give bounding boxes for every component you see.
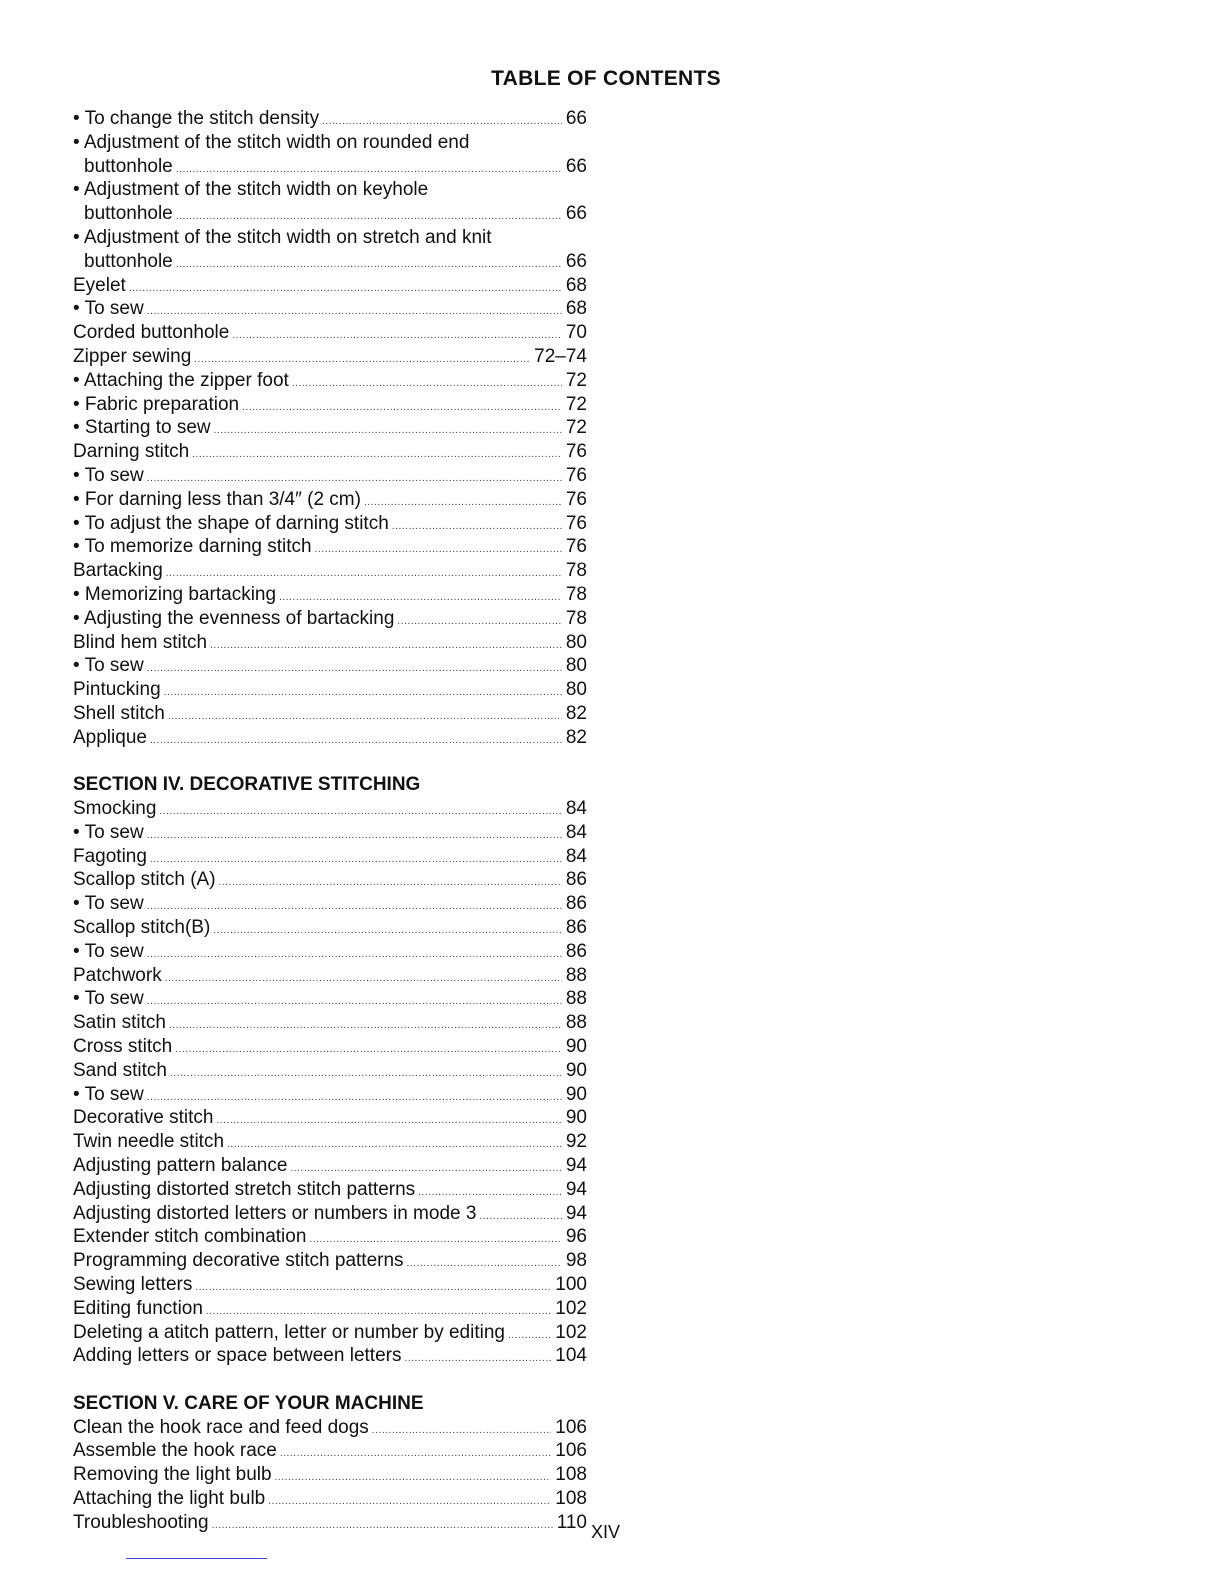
- toc-entry-label: Blind hem stitch: [73, 631, 208, 653]
- toc-entry-label: Extender stitch combination: [73, 1226, 307, 1248]
- dot-leader: [268, 1487, 551, 1514]
- dot-leader: [210, 631, 562, 658]
- toc-page-number: 72: [565, 393, 587, 415]
- toc-entry: [73, 559, 587, 583]
- toc-page-number: 86: [565, 869, 587, 891]
- toc-entry-label: Satin stitch: [73, 1012, 166, 1034]
- toc-page-number: 98: [565, 1250, 587, 1272]
- dot-leader: [159, 797, 561, 824]
- toc-entry-label: Scallop stitch (A): [73, 869, 216, 891]
- dot-leader: [322, 107, 562, 134]
- toc-entry: [73, 1059, 587, 1083]
- toc-entry-label: Cross stitch: [73, 1035, 173, 1057]
- toc-entry-label: Troubleshooting: [73, 1511, 209, 1533]
- toc-page-number: 100: [555, 1273, 587, 1295]
- toc-entry-label: • To sew: [73, 893, 144, 915]
- toc-page-number: 76: [565, 536, 587, 558]
- dot-leader: [147, 654, 562, 681]
- toc-entry-label: Applique: [73, 726, 147, 748]
- dot-leader: [176, 250, 562, 277]
- toc-entry: [73, 1202, 587, 1226]
- toc-entry: [73, 821, 587, 845]
- toc-page-number: 76: [565, 512, 587, 534]
- toc-entry-label: Editing function: [73, 1297, 203, 1319]
- toc-page-number: 76: [565, 441, 587, 463]
- dot-leader: [309, 1225, 561, 1252]
- toc-entry-label: Patchwork: [73, 964, 162, 986]
- dot-leader: [315, 535, 562, 562]
- dot-leader: [147, 940, 562, 967]
- toc-entry: [73, 797, 587, 821]
- toc-page-number: 102: [555, 1321, 587, 1343]
- dot-leader: [292, 369, 562, 396]
- toc-entry: [73, 1321, 587, 1345]
- toc-page-number: 66: [565, 155, 587, 177]
- toc-entry-label: • To sew: [73, 298, 144, 320]
- toc-entry: [73, 1106, 587, 1130]
- toc-entry-label: Programming decorative stitch patterns: [73, 1250, 404, 1272]
- toc-page-number: 90: [565, 1035, 587, 1057]
- toc-entry-label: Fagoting: [73, 845, 147, 867]
- toc-entry-label: • To sew: [73, 655, 144, 677]
- toc-entry: [73, 1487, 587, 1511]
- toc-entry: [73, 416, 587, 440]
- dot-leader: [150, 845, 562, 872]
- toc-entry: [73, 345, 587, 369]
- toc-entry: [73, 1225, 587, 1249]
- footer-rule: [126, 1558, 267, 1559]
- toc-entry-label: • To sew: [73, 1083, 144, 1105]
- dot-leader: [165, 964, 562, 991]
- dot-leader: [479, 1202, 561, 1229]
- toc-entry-label: • Adjustment of the stitch width on keyhole: [73, 179, 429, 201]
- dot-leader: [176, 202, 562, 229]
- toc-page-number: 86: [565, 940, 587, 962]
- toc-page-number: 66: [565, 250, 587, 272]
- toc-entry: [73, 1249, 587, 1273]
- toc-page-number: 72: [565, 369, 587, 391]
- toc-entry: [73, 131, 587, 155]
- toc-entry-label-continued: buttonhole: [84, 155, 173, 177]
- toc-page-number: 90: [565, 1107, 587, 1129]
- dot-leader: [194, 345, 530, 372]
- toc-entry: [73, 512, 587, 536]
- toc-entry: [73, 868, 587, 892]
- toc-entry: [73, 1439, 587, 1463]
- toc-entry: [73, 726, 587, 750]
- toc-page-number: 66: [565, 203, 587, 225]
- toc-entry: [73, 1463, 587, 1487]
- dot-leader: [150, 726, 562, 753]
- toc-entry: [73, 321, 587, 345]
- dot-leader: [508, 1321, 551, 1348]
- dot-leader: [418, 1178, 562, 1205]
- toc-entry-label: Smocking: [73, 798, 157, 819]
- toc-entry-label: • Adjustment of the stitch width on stretch and knit: [73, 226, 492, 248]
- toc-entry-continuation: [73, 155, 587, 179]
- toc-entry: [73, 393, 587, 417]
- dot-leader: [232, 321, 562, 348]
- toc-entry-label: Bartacking: [73, 560, 163, 582]
- toc-entry: [73, 178, 587, 202]
- toc-page-number: 90: [565, 1083, 587, 1105]
- toc-entry: [73, 274, 587, 298]
- toc-page-number: 78: [565, 607, 587, 629]
- toc-entry-label: • For darning less than 3/4″ (2 cm): [73, 488, 361, 510]
- toc-page-number: 68: [565, 298, 587, 320]
- toc-entry: [73, 678, 587, 702]
- toc-entry-label: Zipper sewing: [73, 345, 192, 367]
- toc-page-number: 92: [565, 1131, 587, 1153]
- dot-leader: [372, 1416, 552, 1443]
- toc-page-number: 76: [565, 464, 587, 486]
- toc-page-number: 80: [565, 679, 587, 701]
- dot-leader: [176, 155, 562, 182]
- toc-entry-continuation: [73, 202, 587, 226]
- toc-entry: [73, 940, 587, 964]
- toc-entry: [73, 892, 587, 916]
- toc-entry-label: • To change the stitch density: [73, 108, 320, 129]
- toc-entry-label: Eyelet: [73, 274, 126, 296]
- dot-leader: [290, 1154, 561, 1181]
- dot-leader: [219, 868, 562, 895]
- toc-page-number: 72–74: [534, 345, 587, 367]
- toc-entry-label: • To sew: [73, 821, 144, 843]
- toc-page-number: 82: [565, 726, 587, 748]
- page-number: XIV: [591, 1522, 621, 1542]
- toc-page-number: 94: [565, 1154, 587, 1176]
- toc-page-number: 88: [565, 964, 587, 986]
- toc-page-number: 66: [565, 108, 587, 129]
- toc-entry-label: Scallop stitch(B): [73, 916, 211, 938]
- toc-entry-label: Adjusting distorted letters or numbers in mode 3: [73, 1202, 477, 1224]
- toc-entry-label: • Adjustment of the stitch width on rounded end: [73, 131, 470, 153]
- dot-leader: [147, 987, 562, 1014]
- toc-page-number: 106: [555, 1416, 587, 1438]
- toc-entry: [73, 654, 587, 678]
- toc-entry: [73, 1273, 587, 1297]
- dot-leader: [147, 1083, 562, 1110]
- toc-entry: [73, 1011, 587, 1035]
- toc-entry-label: • To adjust the shape of darning stitch: [73, 512, 389, 534]
- toc-entry-label: Twin needle stitch: [73, 1131, 225, 1153]
- toc-entry-label: Pintucking: [73, 679, 161, 701]
- dot-leader: [275, 1463, 552, 1490]
- toc-page-number: 108: [555, 1488, 587, 1509]
- dot-leader: [147, 821, 562, 848]
- toc-page-number: 86: [565, 916, 587, 938]
- toc-entry-label-continued: buttonhole: [84, 203, 173, 225]
- toc-page-number: 72: [565, 417, 587, 439]
- toc-page-number: 110: [556, 1511, 587, 1533]
- toc-entry: [73, 987, 587, 1011]
- toc-entry: [73, 226, 587, 250]
- dot-leader: [170, 1059, 562, 1086]
- toc-entry: [73, 916, 587, 940]
- toc-entry-label: • Adjusting the evenness of bartacking: [73, 607, 395, 629]
- toc-entry-label: Adjusting pattern balance: [73, 1154, 288, 1176]
- toc-entry-label: Deleting a atitch pattern, letter or number by editing: [73, 1321, 505, 1343]
- dot-leader: [364, 488, 562, 515]
- section-heading: SECTION IV. DECORATIVE STITCHING: [73, 774, 421, 796]
- toc-entry-label: Attaching the light bulb: [73, 1488, 266, 1509]
- toc-page-number: 88: [565, 1012, 587, 1034]
- toc-page-number: 108: [555, 1464, 587, 1486]
- dot-leader: [227, 1130, 562, 1157]
- toc-page-number: 104: [555, 1345, 587, 1367]
- dot-leader: [147, 464, 562, 491]
- toc-page-number: 70: [565, 322, 587, 344]
- section-heading: SECTION V. CARE OF YOUR MACHINE: [73, 1392, 424, 1414]
- toc-entry-label: Corded buttonhole: [73, 322, 230, 344]
- dot-leader: [147, 892, 562, 919]
- toc-page-number: 94: [565, 1202, 587, 1224]
- dot-leader: [397, 607, 561, 634]
- toc-entry-continuation: [73, 250, 587, 274]
- toc-entry: [73, 464, 587, 488]
- toc-entry-label: Shell stitch: [73, 702, 165, 724]
- toc-page-number: 78: [565, 560, 587, 582]
- toc-entry: [73, 488, 587, 512]
- toc-entry: [73, 631, 587, 655]
- toc-entry-label: Assemble the hook race: [73, 1440, 277, 1462]
- toc-entry: [73, 607, 587, 631]
- toc-page-number: 84: [565, 845, 587, 867]
- toc-page-number: 84: [565, 798, 587, 819]
- dot-leader: [164, 678, 562, 705]
- toc-entry-label: • To sew: [73, 988, 144, 1010]
- toc-page-number: 68: [565, 274, 587, 296]
- toc-entry: [73, 964, 587, 988]
- toc-entry-label: • Fabric preparation: [73, 393, 240, 415]
- toc-page-number: 76: [565, 488, 587, 510]
- dot-leader: [147, 297, 562, 324]
- toc-page-number: 82: [565, 702, 587, 724]
- dot-leader: [195, 1273, 551, 1300]
- toc-page-number: 90: [565, 1059, 587, 1081]
- toc-entry-label: • Starting to sew: [73, 417, 211, 439]
- dot-leader: [168, 702, 562, 729]
- toc-entry: [73, 369, 587, 393]
- toc-entry: [73, 1416, 587, 1440]
- dot-leader: [214, 416, 562, 443]
- dot-leader: [206, 1297, 551, 1324]
- toc-entry: [73, 702, 587, 726]
- toc-page-number: 88: [565, 988, 587, 1010]
- dot-leader: [169, 1011, 562, 1038]
- dot-leader: [404, 1344, 551, 1371]
- toc-entry-label: Sewing letters: [73, 1273, 193, 1295]
- dot-leader: [129, 274, 562, 301]
- toc-entry: [73, 845, 587, 869]
- dot-leader: [213, 916, 562, 943]
- page-title: TABLE OF CONTENTS: [491, 67, 721, 90]
- toc-entry: [73, 1130, 587, 1154]
- toc-entry: [73, 1511, 587, 1535]
- toc-page-number: 80: [565, 631, 587, 653]
- dot-leader: [175, 1035, 562, 1062]
- toc-entry: [73, 297, 587, 321]
- toc-page-number: 78: [565, 583, 587, 605]
- toc-page-number: 96: [565, 1226, 587, 1248]
- toc-entry-label-continued: buttonhole: [84, 250, 173, 272]
- dot-leader: [392, 512, 562, 539]
- toc-entry-label: Removing the light bulb: [73, 1464, 272, 1486]
- toc-entry-label: Clean the hook race and feed dogs: [73, 1416, 369, 1438]
- dot-leader: [280, 1439, 551, 1466]
- toc-entry-label: Adjusting distorted stretch stitch patterns: [73, 1178, 416, 1200]
- dot-leader: [279, 583, 562, 610]
- toc-entry-label: Sand stitch: [73, 1059, 167, 1081]
- toc-page-number: 102: [555, 1297, 587, 1319]
- toc-page-number: 80: [565, 655, 587, 677]
- toc-entry-label: • To sew: [73, 940, 144, 962]
- toc-entry: [73, 1035, 587, 1059]
- toc-entry-label: • Memorizing bartacking: [73, 583, 277, 605]
- dot-leader: [192, 440, 562, 467]
- toc-entry-label: Decorative stitch: [73, 1107, 214, 1129]
- toc-entry: [73, 440, 587, 464]
- toc-entry-label: • To sew: [73, 464, 144, 486]
- dot-leader: [166, 559, 562, 586]
- toc-entry: [73, 1178, 587, 1202]
- toc-page-number: 94: [565, 1178, 587, 1200]
- toc-entry: [73, 1154, 587, 1178]
- toc-entry-label: Darning stitch: [73, 441, 190, 463]
- toc-page-number: 86: [565, 893, 587, 915]
- toc-entry-label: Adding letters or space between letters: [73, 1345, 402, 1367]
- toc-entry: [73, 535, 587, 559]
- toc-entry: [73, 107, 587, 131]
- toc-entry: [73, 1083, 587, 1107]
- dot-leader: [212, 1511, 553, 1538]
- toc-page-number: 106: [555, 1440, 587, 1462]
- dot-leader: [407, 1249, 562, 1276]
- dot-leader: [242, 393, 562, 420]
- toc-entry: [73, 583, 587, 607]
- table-of-contents: [73, 107, 587, 1535]
- dot-leader: [216, 1106, 561, 1133]
- toc-entry-label: • To memorize darning stitch: [73, 536, 312, 558]
- toc-entry: [73, 1344, 587, 1368]
- toc-entry-label: • Attaching the zipper foot: [73, 369, 289, 391]
- toc-entry: [73, 1297, 587, 1321]
- toc-page-number: 84: [565, 821, 587, 843]
